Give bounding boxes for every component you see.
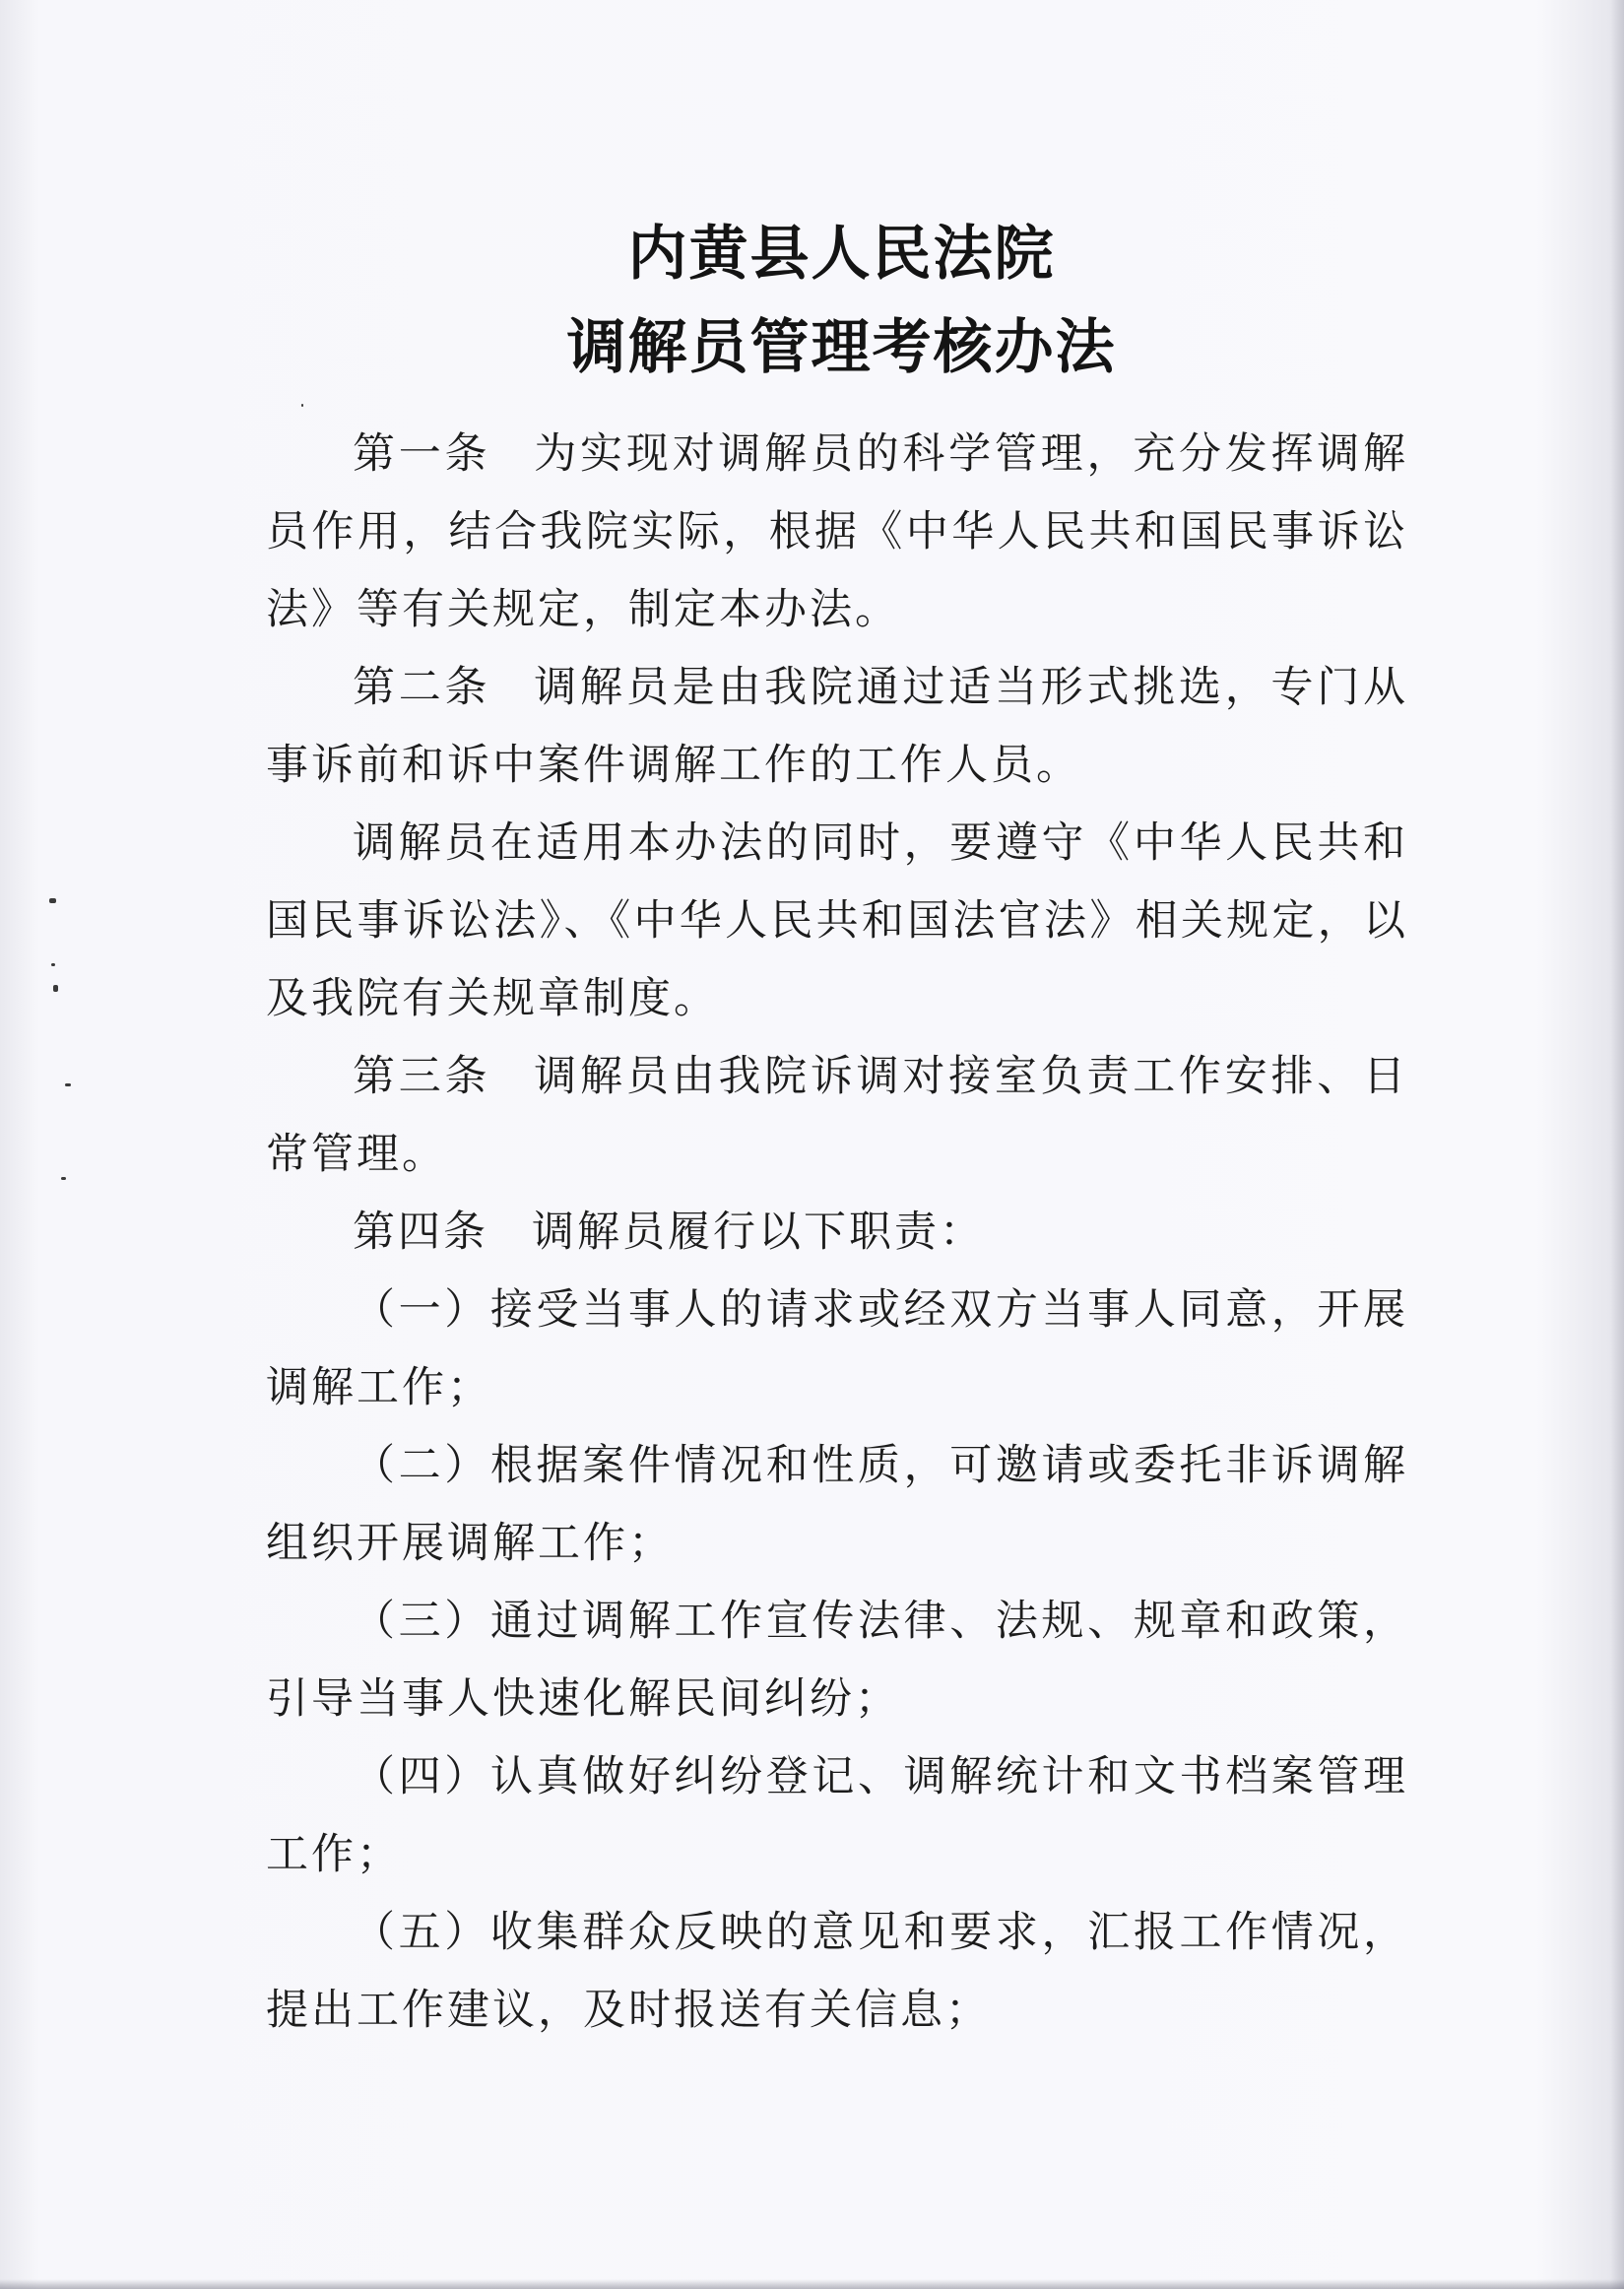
duty-item: [266, 1583, 1408, 1738]
duty-item: [266, 1272, 1408, 1427]
scan-speck: [49, 898, 56, 903]
scan-speck: [301, 404, 303, 407]
article-paragraph: [266, 1038, 1408, 1194]
duty-item-text: （五）收集群众反映的意见和要求，汇报工作情况，提出工作建议，及时报送有关信息；: [266, 1908, 1408, 2035]
article-number: 第一条: [353, 429, 491, 479]
paragraph-text: 调解员在适用本办法的同时，要遵守《中华人民共和国民事诉讼法》、《中华人民共和国法官法》相关规定，以及我院有关规章制度。: [266, 818, 1408, 1023]
duty-item: [266, 1894, 1408, 2050]
article-number: 第二条: [353, 663, 491, 712]
article-paragraph: [266, 649, 1408, 805]
duty-item-text: （四）认真做好纠纷登记、调解统计和文书档案管理工作；: [266, 1752, 1408, 1879]
article-number: 第三条: [353, 1052, 491, 1101]
article-paragraph: [266, 416, 1408, 649]
duty-item-text: （一）接受当事人的请求或经双方当事人同意，开展调解工作；: [266, 1285, 1408, 1412]
scan-speck: [51, 963, 55, 966]
article-number: 第四条: [353, 1208, 488, 1257]
duty-item: [266, 1738, 1408, 1894]
duty-item-text: （三）通过调解工作宣传法律、法规、规章和政策，引导当事人快速化解民间纠纷；: [266, 1597, 1408, 1724]
scan-speck: [65, 1083, 71, 1086]
document-title-court: 内黄县人民法院: [627, 220, 1056, 289]
article-text: 为实现对调解员的科学管理，充分发挥调解员作用，结合我院实际，根据《中华人民共和国民事诉讼法》等有关规定，制定本办法。: [266, 429, 1409, 634]
article-paragraph: [266, 1194, 1408, 1272]
document-title-rules: 调解员管理考核办法: [566, 313, 1117, 382]
scan-speck: [61, 1177, 66, 1180]
article-text: 调解员履行以下职责：: [532, 1208, 985, 1257]
scan-shadow-bottom: [0, 2279, 1624, 2289]
duty-item-text: （二）根据案件情况和性质，可邀请或委托非诉调解组织开展调解工作；: [266, 1441, 1408, 1568]
document-body: [266, 416, 1408, 2050]
article-text: 调解员是由我院通过适当形式挑选，专门从事诉前和诉中案件调解工作的工作人员。: [266, 663, 1409, 790]
body-paragraph: [266, 805, 1408, 1038]
scan-speck: [53, 985, 58, 992]
article-text: 调解员由我院诉调对接室负责工作安排、日常管理。: [266, 1052, 1409, 1179]
duty-item: [266, 1427, 1408, 1583]
